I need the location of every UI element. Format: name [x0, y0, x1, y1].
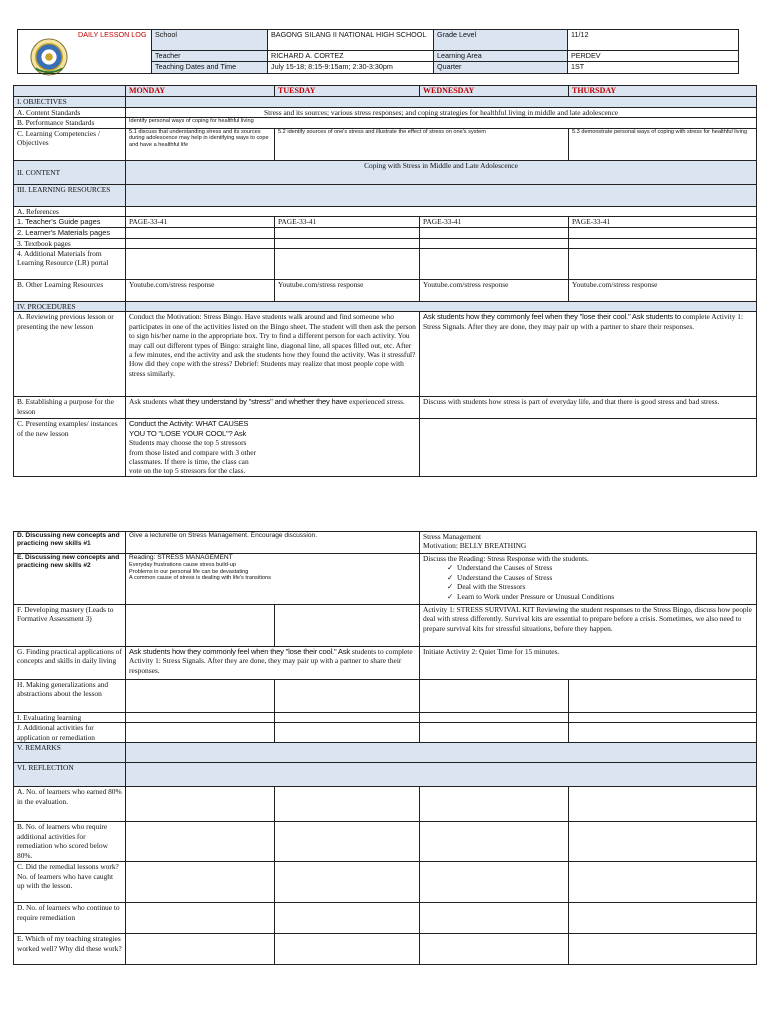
rd-label: D. No. of learners who continue to require remediation	[14, 903, 126, 934]
lm-label: 2. Learner's Materials pages	[14, 228, 126, 238]
d-label: D. Discussing new concepts and practicing new skills #1	[14, 532, 126, 554]
purpose-label: B. Establishing a purpose for the lesson	[14, 397, 126, 419]
d-wednesday: Stress Management Motivation: BELLY BREATHING	[420, 532, 757, 554]
lr-label: III. LEARNING RESOURCES	[14, 184, 126, 206]
yt-monday: Youtube.com/stress response	[126, 280, 275, 302]
content-std-value: Stress and its sources; various stress responses; and coping strategies for healthful living in middle and late adolescence	[126, 108, 757, 118]
remarks-label: V. REMARKS	[14, 743, 126, 763]
examples-label: C. Presenting examples/ instances of the new lesson	[14, 419, 126, 476]
e-label: E. Discussing new concepts and practicing new skills #2	[14, 554, 126, 605]
rev-wednesday: Ask students how they commonly feel when they "lose their cool." Ask students to complete Activity 1: Stress Signals. After they are done, they may pair up with a partner to share their responses.	[420, 312, 757, 397]
e-wednesday: Discuss the Reading: Stress Response with the students. ✓ Understand the Causes of Stress ✓ Understand the Causes of Stress ✓ Deal with the Stressors ✓ Learn to Work under Pressure or Unusual Conditions	[420, 554, 757, 605]
lc-tue-wed: 5.2 identify sources of one's stress and illustrate the effect of stress on one's system	[275, 128, 569, 160]
g-label: G. Finding practical applications of concepts and skills in daily living	[14, 647, 126, 680]
tg-monday: PAGE-33-41	[126, 217, 275, 228]
re-label: E. Which of my teaching strategies worked well? Why did these work?	[14, 934, 126, 965]
day-tuesday: TUESDAY	[275, 86, 420, 97]
tg-thursday: PAGE-33-41	[569, 217, 757, 228]
reflection-label: VI. REFLECTION	[14, 763, 126, 787]
rb-label: B. No. of learners who require additional activities for remediation who scored below 80%.	[14, 822, 126, 862]
header-table	[17, 29, 739, 74]
check-item: ✓ Deal with the Stressors	[423, 582, 753, 591]
rc-label: C. Did the remedial lessons work? No. of learners who have caught up with the lesson.	[14, 862, 126, 903]
refs-label: A. References	[14, 206, 126, 216]
content-value: Coping with Stress in Middle and Late Adolescence	[126, 160, 757, 184]
teacher-label: Teacher	[152, 51, 268, 62]
proc-label: IV. PROCEDURES	[14, 302, 126, 312]
f-wednesday: Activity 1: STRESS SURVIVAL KIT Reviewing the student responses to the Stress Bingo, discuss how people deal with stress differently. Survival kits are essential to prepare before a crisis. Sometimes, we also need to prepare survival kits for stressful situations, before they happen.	[420, 605, 757, 647]
purpose-monday: Ask students what they understand by "stress" and whether they have experienced stress.	[126, 397, 420, 419]
g-monday: Ask students how they commonly feel when they "lose their cool." Ask students to complete Activity 1: Stress Signals. After they are done, they may pair up with a partner to share their responses.	[126, 647, 420, 680]
e-monday: Reading: STRESS MANAGEMENT Everyday frustrations cause stress build-up Problems in our personal life can be devastating A common cause of stress is dealing with life's transitions	[126, 554, 420, 605]
school-label: School	[152, 30, 268, 51]
day-thursday: THURSDAY	[569, 86, 757, 97]
g-wednesday: Initiate Activity 2: Quiet Time for 15 minutes.	[420, 647, 757, 680]
check-item: ✓ Learn to Work under Pressure or Unusual Conditions	[423, 592, 753, 601]
d-monday: Give a lecturette on Stress Management. Encourage discussion.	[126, 532, 420, 554]
rev-label: A. Reviewing previous lesson or presenting the new lesson	[14, 312, 126, 397]
yt-tuesday: Youtube.com/stress response	[275, 280, 420, 302]
lesson-table-1	[13, 85, 757, 477]
tg-wednesday: PAGE-33-41	[420, 217, 569, 228]
examples-monday: Conduct the Activity: WHAT CAUSES YOU TO "LOSE YOUR COOL"? Ask Students may choose the top 5 stressors from those listed and compare with 3 other classmates. If there is time, the class can vote on the top 5 stressors for the class.	[126, 419, 420, 476]
content-std-label: A. Content Standards	[14, 108, 126, 118]
content-label: II. CONTENT	[14, 160, 126, 184]
grade-label: Grade Level	[434, 30, 568, 51]
i-label: I. Evaluating learning	[14, 713, 126, 723]
teacher-value: RICHARD A. CORTEZ	[268, 51, 434, 62]
check-item: ✓ Understand the Causes of Stress	[423, 573, 753, 582]
day-monday: MONDAY	[126, 86, 275, 97]
quarter-value: 1ST	[568, 62, 739, 74]
dates-label: Teaching Dates and Time	[152, 62, 268, 74]
grade-value: 11/12	[568, 30, 739, 51]
perf-std-value: Identify personal ways of coping for healthful living	[126, 118, 757, 128]
area-label: Learning Area	[434, 51, 568, 62]
area-value: PERDEV	[568, 51, 739, 62]
tb-label: 3. Textbook pages	[14, 238, 126, 248]
dates-value: July 15-18; 8:15-9:15am; 2:30-3:30pm	[268, 62, 434, 74]
school-value: BAGONG SILANG II NATIONAL HIGH SCHOOL	[268, 30, 434, 51]
other-label: B. Other Learning Resources	[14, 280, 126, 302]
j-label: J. Additional activities for application or remediation	[14, 723, 126, 743]
purpose-wednesday: Discuss with students how stress is part of everyday life, and that there is good stress and bad stress.	[420, 397, 757, 419]
dll-title-cell	[18, 30, 152, 74]
rev-monday: Conduct the Motivation: Stress Bingo. Have students walk around and find someone who participates in one of the activities listed on the Bingo sheet. The student will then ask the person to sign his/her name in the appropriate box. Try to find a different person for each activity. You may call out different types of Bingo: straight line, diagonal line, all spaces filled out, etc. After a few minutes, end the activity and ask the students how they found the activity. Was it stressful? How did they cope with the stress? Debrief: Students may realize that most people cope with stress similarly.	[126, 312, 420, 397]
add-label: 4. Additional Materials from Learning Resource (LR) portal	[14, 249, 126, 280]
lc-monday: 5.1 discuss that understanding stress and its sources during adolescence may help in identifying ways to cope and have a healthful life	[126, 128, 275, 160]
lc-label: C. Learning Competencies / Objectives	[14, 128, 126, 160]
quarter-label: Quarter	[434, 62, 568, 74]
f-label: F. Developing mastery (Leads to Formative Assessment 3)	[14, 605, 126, 647]
check-item: ✓ Understand the Causes of Stress	[423, 563, 753, 572]
yt-wednesday: Youtube.com/stress response	[420, 280, 569, 302]
tg-tuesday: PAGE-33-41	[275, 217, 420, 228]
yt-thursday: Youtube.com/stress response	[569, 280, 757, 302]
dll-title: DAILY LESSON LOG	[78, 30, 147, 39]
tg-label: 1. Teacher's Guide pages	[14, 217, 126, 228]
lc-thursday: 5.3 demonstrate personal ways of coping with stress for healthful living	[569, 128, 757, 160]
h-label: H. Making generalizations and abstractions about the lesson	[14, 680, 126, 713]
lesson-table-2	[13, 531, 757, 965]
objectives-label: I. OBJECTIVES	[14, 97, 126, 108]
perf-std-label: B. Performance Standards	[14, 118, 126, 128]
ra-label: A. No. of learners who earned 80% in the evaluation.	[14, 787, 126, 822]
day-wednesday: WEDNESDAY	[420, 86, 569, 97]
